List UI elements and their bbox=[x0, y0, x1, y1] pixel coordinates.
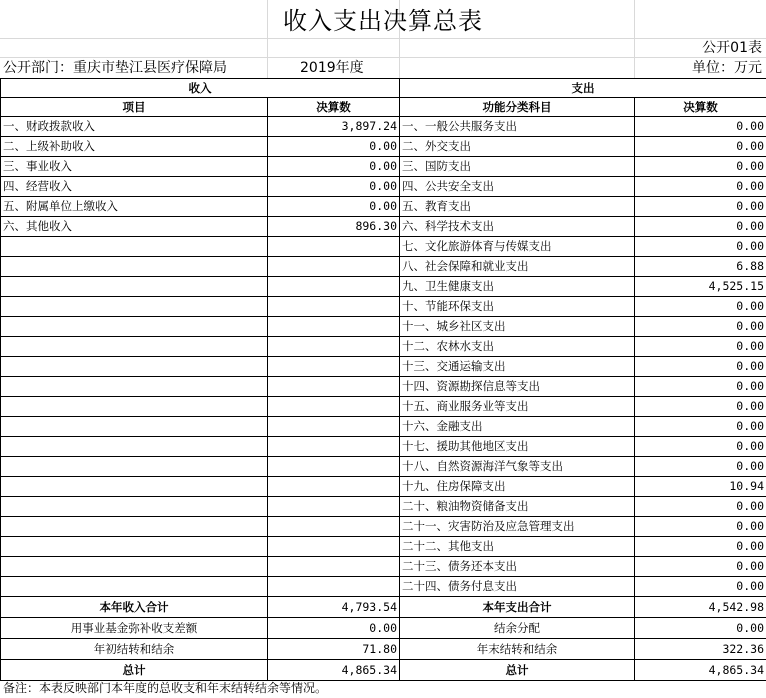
column-header-exp-item: 功能分类科目 bbox=[400, 98, 635, 117]
expenditure-item-cell: 一、一般公共服务支出 bbox=[400, 117, 635, 137]
expenditure-amount-cell: 0.00 bbox=[635, 317, 766, 337]
expenditure-amount-cell: 6.88 bbox=[635, 257, 766, 277]
expenditure-item-cell: 二十四、债务付息支出 bbox=[400, 577, 635, 597]
expenditure-amount-cell: 0.00 bbox=[635, 577, 766, 597]
expenditure-amount-cell: 0.00 bbox=[635, 237, 766, 257]
expenditure-item-cell: 四、公共安全支出 bbox=[400, 177, 635, 197]
income-item-cell bbox=[1, 577, 268, 597]
income-item-cell: 总计 bbox=[1, 660, 268, 681]
table-row bbox=[1, 197, 766, 217]
table-row bbox=[1, 217, 766, 237]
column-header-exp-amount: 决算数 bbox=[635, 98, 766, 117]
expenditure-item-cell: 十三、交通运输支出 bbox=[400, 357, 635, 377]
column-header-income-amount: 决算数 bbox=[268, 98, 400, 117]
income-amount-cell: 4,865.34 bbox=[268, 660, 400, 681]
income-item-cell: 一、财政拨款收入 bbox=[1, 117, 268, 137]
income-amount-cell: 71.80 bbox=[268, 639, 400, 660]
expenditure-item-cell: 八、社会保障和就业支出 bbox=[400, 257, 635, 277]
expenditure-item-cell: 二十一、灾害防治及应急管理支出 bbox=[400, 517, 635, 537]
expenditure-amount-cell: 4,865.34 bbox=[635, 660, 766, 681]
income-item-cell bbox=[1, 477, 268, 497]
table-row bbox=[1, 157, 766, 177]
table-row bbox=[1, 577, 766, 597]
income-amount-cell bbox=[268, 317, 400, 337]
table-row bbox=[1, 497, 766, 517]
expenditure-section-header: 支出 bbox=[400, 79, 766, 98]
expenditure-amount-cell: 0.00 bbox=[635, 517, 766, 537]
expenditure-amount-cell: 0.00 bbox=[635, 397, 766, 417]
column-header-income-item: 项目 bbox=[1, 98, 268, 117]
table-row bbox=[1, 137, 766, 157]
gridline bbox=[0, 57, 766, 58]
income-amount-cell bbox=[268, 257, 400, 277]
income-item-cell bbox=[1, 397, 268, 417]
table-row bbox=[1, 457, 766, 477]
table-row bbox=[1, 357, 766, 377]
income-item-cell bbox=[1, 517, 268, 537]
expenditure-amount-cell: 0.00 bbox=[635, 557, 766, 577]
table-row bbox=[1, 417, 766, 437]
budget-table bbox=[0, 78, 766, 681]
income-item-cell: 六、其他收入 bbox=[1, 217, 268, 237]
expenditure-item-cell: 本年支出合计 bbox=[400, 597, 635, 618]
income-item-cell bbox=[1, 437, 268, 457]
income-amount-cell bbox=[268, 337, 400, 357]
expenditure-amount-cell: 0.00 bbox=[635, 177, 766, 197]
expenditure-item-cell: 六、科学技术支出 bbox=[400, 217, 635, 237]
income-amount-cell bbox=[268, 577, 400, 597]
income-item-cell bbox=[1, 377, 268, 397]
income-amount-cell bbox=[268, 497, 400, 517]
expenditure-amount-cell: 0.00 bbox=[635, 157, 766, 177]
expenditure-item-cell: 二十、粮油物资储备支出 bbox=[400, 497, 635, 517]
unit-label: 单位：万元 bbox=[692, 60, 762, 76]
income-item-cell bbox=[1, 277, 268, 297]
income-item-cell bbox=[1, 357, 268, 377]
table-row bbox=[1, 337, 766, 357]
summary-row bbox=[1, 639, 766, 660]
income-item-cell bbox=[1, 537, 268, 557]
summary-row bbox=[1, 597, 766, 618]
expenditure-amount-cell: 0.00 bbox=[635, 417, 766, 437]
column-header-row bbox=[1, 98, 766, 117]
table-row bbox=[1, 277, 766, 297]
income-amount-cell: 896.30 bbox=[268, 217, 400, 237]
expenditure-amount-cell: 0.00 bbox=[635, 457, 766, 477]
table-row bbox=[1, 317, 766, 337]
expenditure-amount-cell: 0.00 bbox=[635, 117, 766, 137]
table-row bbox=[1, 517, 766, 537]
fiscal-year: 2019年度 bbox=[300, 60, 364, 76]
income-item-cell: 二、上级补助收入 bbox=[1, 137, 268, 157]
income-item-cell bbox=[1, 297, 268, 317]
income-item-cell bbox=[1, 337, 268, 357]
income-item-cell bbox=[1, 497, 268, 517]
expenditure-amount-cell: 0.00 bbox=[635, 217, 766, 237]
report-title: 收入支出决算总表 bbox=[283, 7, 483, 35]
income-item-cell: 本年收入合计 bbox=[1, 597, 268, 618]
department-label: 公开部门：重庆市垫江县医疗保障局 bbox=[3, 60, 227, 76]
table-row bbox=[1, 257, 766, 277]
income-amount-cell bbox=[268, 557, 400, 577]
income-amount-cell bbox=[268, 437, 400, 457]
table-row bbox=[1, 297, 766, 317]
income-item-cell: 三、事业收入 bbox=[1, 157, 268, 177]
expenditure-item-cell: 十七、援助其他地区支出 bbox=[400, 437, 635, 457]
expenditure-item-cell: 十一、城乡社区支出 bbox=[400, 317, 635, 337]
income-amount-cell bbox=[268, 477, 400, 497]
table-row bbox=[1, 117, 766, 137]
expenditure-amount-cell: 0.00 bbox=[635, 537, 766, 557]
expenditure-item-cell: 十五、商业服务业等支出 bbox=[400, 397, 635, 417]
table-row bbox=[1, 177, 766, 197]
expenditure-item-cell: 二、外交支出 bbox=[400, 137, 635, 157]
expenditure-item-cell: 十二、农林水支出 bbox=[400, 337, 635, 357]
expenditure-item-cell: 九、卫生健康支出 bbox=[400, 277, 635, 297]
income-amount-cell bbox=[268, 457, 400, 477]
income-amount-cell: 0.00 bbox=[268, 177, 400, 197]
income-amount-cell: 0.00 bbox=[268, 618, 400, 639]
income-item-cell bbox=[1, 457, 268, 477]
expenditure-item-cell: 十六、金融支出 bbox=[400, 417, 635, 437]
table-row bbox=[1, 477, 766, 497]
income-amount-cell bbox=[268, 417, 400, 437]
expenditure-amount-cell: 4,525.15 bbox=[635, 277, 766, 297]
expenditure-amount-cell: 0.00 bbox=[635, 618, 766, 639]
expenditure-amount-cell: 0.00 bbox=[635, 297, 766, 317]
expenditure-amount-cell: 322.36 bbox=[635, 639, 766, 660]
income-item-cell: 四、经营收入 bbox=[1, 177, 268, 197]
expenditure-item-cell: 十、节能环保支出 bbox=[400, 297, 635, 317]
expenditure-amount-cell: 0.00 bbox=[635, 197, 766, 217]
income-amount-cell bbox=[268, 397, 400, 417]
expenditure-item-cell: 结余分配 bbox=[400, 618, 635, 639]
income-item-cell bbox=[1, 257, 268, 277]
income-amount-cell bbox=[268, 277, 400, 297]
expenditure-item-cell: 十九、住房保障支出 bbox=[400, 477, 635, 497]
table-row bbox=[1, 397, 766, 417]
expenditure-amount-cell: 0.00 bbox=[635, 437, 766, 457]
expenditure-amount-cell: 0.00 bbox=[635, 497, 766, 517]
table-row bbox=[1, 237, 766, 257]
income-item-cell bbox=[1, 557, 268, 577]
income-item-cell bbox=[1, 237, 268, 257]
expenditure-amount-cell: 0.00 bbox=[635, 137, 766, 157]
income-item-cell bbox=[1, 317, 268, 337]
income-amount-cell bbox=[268, 357, 400, 377]
income-amount-cell: 3,897.24 bbox=[268, 117, 400, 137]
income-amount-cell bbox=[268, 237, 400, 257]
expenditure-item-cell: 二十二、其他支出 bbox=[400, 537, 635, 557]
expenditure-item-cell: 十四、资源勘探信息等支出 bbox=[400, 377, 635, 397]
income-section-header: 收入 bbox=[1, 79, 400, 98]
income-amount-cell: 0.00 bbox=[268, 137, 400, 157]
expenditure-amount-cell: 0.00 bbox=[635, 377, 766, 397]
expenditure-item-cell: 年末结转和结余 bbox=[400, 639, 635, 660]
summary-row bbox=[1, 618, 766, 639]
expenditure-item-cell: 五、教育支出 bbox=[400, 197, 635, 217]
table-row bbox=[1, 437, 766, 457]
expenditure-amount-cell: 0.00 bbox=[635, 357, 766, 377]
section-header-row bbox=[1, 79, 766, 98]
income-amount-cell bbox=[268, 517, 400, 537]
form-number: 公开01表 bbox=[702, 40, 762, 56]
income-item-cell: 年初结转和结余 bbox=[1, 639, 268, 660]
income-amount-cell bbox=[268, 377, 400, 397]
income-amount-cell bbox=[268, 297, 400, 317]
expenditure-item-cell: 十八、自然资源海洋气象等支出 bbox=[400, 457, 635, 477]
income-amount-cell bbox=[268, 537, 400, 557]
table-row bbox=[1, 377, 766, 397]
summary-row bbox=[1, 660, 766, 681]
income-amount-cell: 0.00 bbox=[268, 197, 400, 217]
table-row bbox=[1, 557, 766, 577]
expenditure-item-cell: 二十三、债务还本支出 bbox=[400, 557, 635, 577]
expenditure-item-cell: 总计 bbox=[400, 660, 635, 681]
expenditure-item-cell: 三、国防支出 bbox=[400, 157, 635, 177]
table-row bbox=[1, 537, 766, 557]
income-amount-cell: 0.00 bbox=[268, 157, 400, 177]
footnote: 备注：本表反映部门本年度的总收支和年末结转结余等情况。 bbox=[3, 681, 328, 695]
income-item-cell: 用事业基金弥补收支差额 bbox=[1, 618, 268, 639]
income-item-cell bbox=[1, 417, 268, 437]
expenditure-item-cell: 七、文化旅游体育与传媒支出 bbox=[400, 237, 635, 257]
expenditure-amount-cell: 4,542.98 bbox=[635, 597, 766, 618]
income-item-cell: 五、附属单位上缴收入 bbox=[1, 197, 268, 217]
expenditure-amount-cell: 0.00 bbox=[635, 337, 766, 357]
income-amount-cell: 4,793.54 bbox=[268, 597, 400, 618]
expenditure-amount-cell: 10.94 bbox=[635, 477, 766, 497]
